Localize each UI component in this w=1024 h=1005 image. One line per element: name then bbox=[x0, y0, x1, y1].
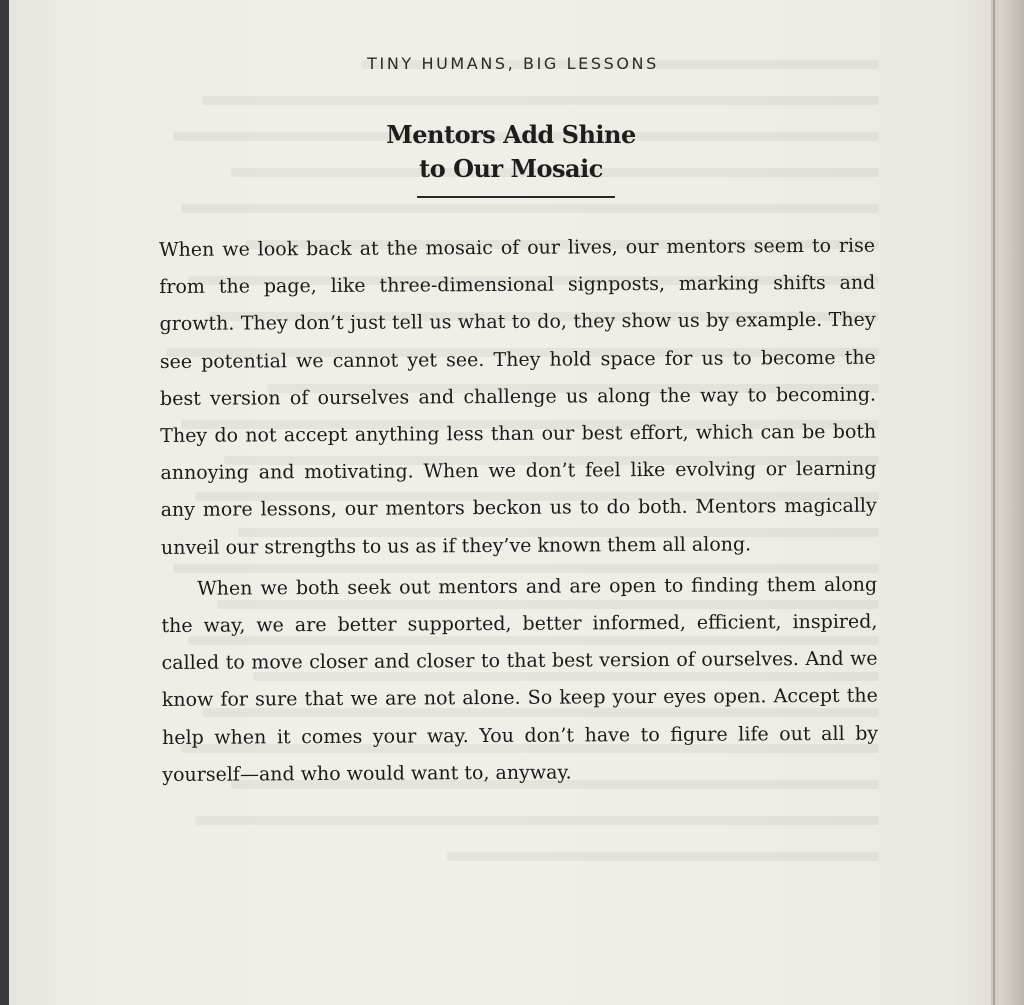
section-title-line-2: to Our Mosaic bbox=[419, 154, 603, 183]
section-title bbox=[309, 118, 713, 186]
page-edge-line bbox=[993, 0, 995, 1005]
section-title-line-1: Mentors Add Shine bbox=[386, 120, 636, 149]
paragraph-1: When we look back at the mosaic of our lives, our mentors seem to rise from the page, like three-dimensional signposts, marking shifts and growth. They don’t just tell us what to do, they show us by example. They see potential we cannot yet see. They hold space for us to become the best version of ourselves and challenge us along the way to becoming. They do not accept anything less than our best effort, which can be both annoying and motivating. When we don’t feel like evolving or learning any more lessons, our mentors beckon us to do both. Mentors magically unveil our strengths to us as if they’ve known them all along. bbox=[159, 234, 877, 559]
body-text bbox=[159, 228, 878, 794]
page-edge-shadow bbox=[991, 0, 1024, 1005]
running-head: TINY HUMANS, BIG LESSONS bbox=[367, 54, 659, 73]
paragraph-2: When we both seek out mentors and are open to finding them along the way, we are better supported, better informed, efficient, inspired, called to move closer and closer to that best version of ourselves. And we know for sure that we are not alone. So keep your eyes open. Accept the help when it comes your way. You don’t have to figure life out all by yourself—and who would want to, anyway. bbox=[161, 573, 879, 786]
book-page bbox=[9, 0, 991, 1005]
title-underline-rule bbox=[417, 196, 615, 198]
